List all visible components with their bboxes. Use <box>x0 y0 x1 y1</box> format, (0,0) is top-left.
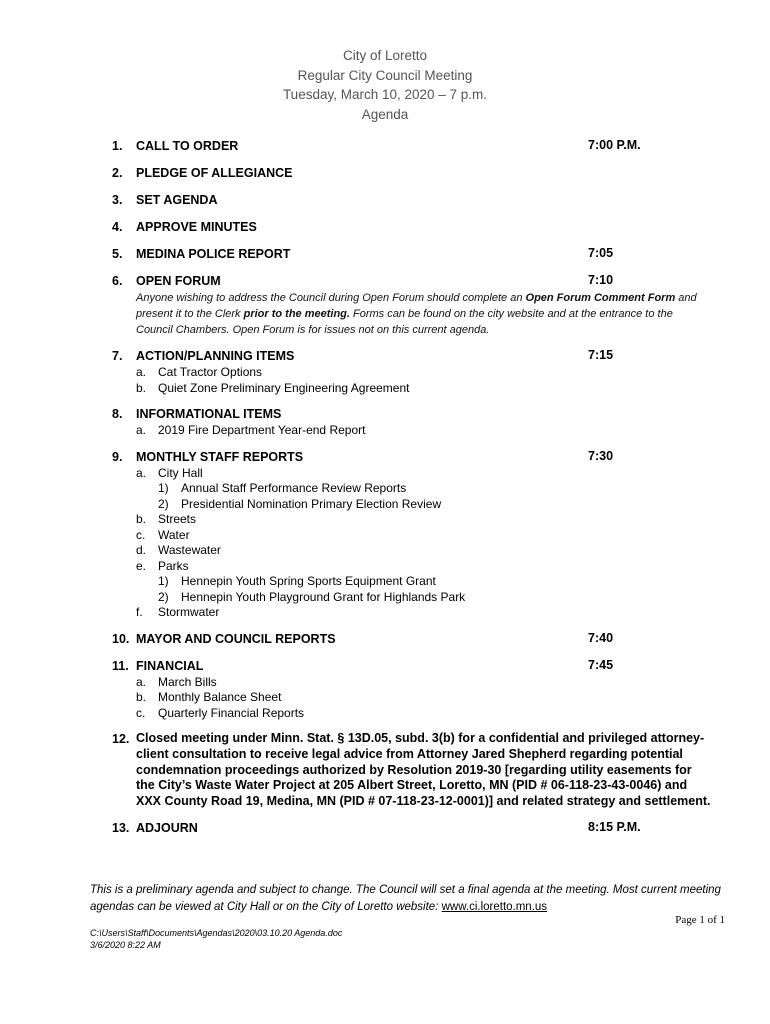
sub-item-text: Wastewater <box>158 543 221 557</box>
city-website-link[interactable]: www.ci.loretto.mn.us <box>441 901 548 913</box>
sub-item-text: Stormwater <box>158 605 220 619</box>
sub-item <box>136 543 712 559</box>
item-number: 8. <box>112 407 123 421</box>
sub-item-label: a. <box>136 423 147 437</box>
sub-sub-item <box>158 574 712 590</box>
sub-item-list <box>136 365 712 396</box>
note-text: Forms can be found on the city website and at the entrance to the Council Chambers. Open Forum is for issues not on this current agenda. <box>136 308 673 336</box>
sub-item-text: Quarterly Financial Reports <box>158 705 305 720</box>
item-time: 7:15 <box>588 348 614 362</box>
item-title: SET AGENDA <box>136 193 218 207</box>
agenda-list <box>112 138 712 847</box>
page-number: Page 1 of 1 <box>675 914 725 926</box>
note-text: and present it to the Clerk <box>136 292 697 320</box>
item-time: 7:10 <box>588 273 614 287</box>
item-title: ACTION/PLANNING ITEMS <box>136 349 295 363</box>
item-title: MONTHLY STAFF REPORTS <box>136 449 304 464</box>
file-path: C:\Users\Staff\Documents\Agendas\2020\03.10.20 Agenda.doc <box>90 928 343 938</box>
item-number: 1. <box>112 139 123 153</box>
sub-sub-item-label: 1) <box>158 574 169 588</box>
agenda-item-open-forum <box>112 273 712 338</box>
sub-item-text: Cat Tractor Options <box>158 365 263 379</box>
sub-item-label: b. <box>136 512 147 526</box>
item-time: 7:30 <box>588 448 614 463</box>
agenda-item-set-agenda <box>112 192 712 209</box>
sub-item <box>136 528 712 544</box>
item-time: 7:05 <box>588 246 614 260</box>
sub-item-label: f. <box>136 605 143 619</box>
sub-item-text: Quiet Zone Preliminary Engineering Agreement <box>158 380 410 395</box>
agenda-item-approve-minutes <box>112 219 712 236</box>
sub-item-text: 2019 Fire Department Year-end Report <box>158 423 366 437</box>
city-name: City of Loretto <box>342 48 428 63</box>
file-info <box>90 927 342 951</box>
agenda-item-mayor-council <box>112 631 712 648</box>
sub-item-label: a. <box>136 465 147 480</box>
agenda-item-informational <box>112 406 712 439</box>
sub-item-label: a. <box>136 674 147 689</box>
sub-item-label: c. <box>136 527 146 542</box>
item-title: APPROVE MINUTES <box>136 220 257 234</box>
item-time: 8:15 P.M. <box>588 819 641 834</box>
agenda-item-action-planning <box>112 348 712 396</box>
sub-sub-item <box>158 481 712 497</box>
sub-item-label: e. <box>136 558 147 573</box>
sub-sub-item-text: Hennepin Youth Spring Sports Equipment Grant <box>181 574 436 588</box>
meeting-type: Regular City Council Meeting <box>297 67 473 83</box>
closed-meeting-text: Closed meeting under Minn. Stat. § 13D.05, subd. 3(b) for a confidential and privileged attorney-client consultation to receive legal advice from Attorney Jared Shepherd regarding potential condemnation proceedings authorized by Resolution 2019-30 [regarding utility easements for the City’s Waste Water Project at 205 Albert Street, Loretto, MN (PID # 06-118-23-43-0046) and XXX County Road 19, Medina, MN (PID # 07-118-23-12-0001)] and related strategy and settlement. <box>136 731 711 809</box>
note-emphasis: Open Forum Comment Form <box>525 292 676 304</box>
item-title: CALL TO ORDER <box>136 139 239 153</box>
sub-item-text: Streets <box>158 512 197 526</box>
file-date: 3/6/2020 8:22 AM <box>90 940 161 950</box>
sub-item <box>136 559 712 575</box>
item-time: 7:40 <box>588 630 614 645</box>
sub-item <box>136 675 712 691</box>
sub-item <box>136 381 712 397</box>
sub-item-list <box>136 466 712 621</box>
item-title: ADJOURN <box>136 820 198 835</box>
item-number: 9. <box>112 449 123 464</box>
sub-item-list <box>136 423 712 439</box>
item-number: 11. <box>112 658 129 673</box>
sub-sub-item-text: Hennepin Youth Playground Grant for Highlands Park <box>181 589 466 604</box>
agenda-item-financial <box>112 658 712 722</box>
sub-item <box>136 512 712 528</box>
preliminary-agenda-note <box>90 882 730 916</box>
agenda-item-call-to-order <box>112 138 712 155</box>
item-number: 4. <box>112 220 123 234</box>
item-number: 2. <box>112 166 123 180</box>
sub-item-text: Water <box>158 527 190 542</box>
agenda-item-closed-meeting <box>112 731 712 810</box>
item-number: 10. <box>112 631 130 646</box>
sub-sub-item-label: 2) <box>158 496 169 511</box>
sub-sub-item-label: 1) <box>158 481 169 495</box>
sub-sub-item <box>158 590 712 606</box>
agenda-item-staff-reports <box>112 449 712 621</box>
item-number: 5. <box>112 247 123 261</box>
item-title: MAYOR AND COUNCIL REPORTS <box>136 631 336 646</box>
document-title: Agenda <box>361 106 409 122</box>
sub-item-list <box>136 675 712 722</box>
sub-sub-item <box>158 497 712 513</box>
item-time: 7:00 P.M. <box>588 138 641 152</box>
note-text: Anyone wishing to address the Council during Open Forum should complete an <box>136 292 526 304</box>
sub-item-text: Monthly Balance Sheet <box>158 690 282 704</box>
item-number: 6. <box>112 274 123 288</box>
item-number: 13. <box>112 820 130 835</box>
item-number: 12. <box>112 732 130 746</box>
item-time: 7:45 <box>588 657 614 672</box>
agenda-item-police-report <box>112 246 712 263</box>
item-title: PLEDGE OF ALLEGIANCE <box>136 166 293 180</box>
sub-item-label: d. <box>136 543 147 557</box>
item-title: MEDINA POLICE REPORT <box>136 247 291 261</box>
sub-item-label: a. <box>136 365 147 379</box>
agenda-header <box>0 46 770 124</box>
sub-item-label: c. <box>136 705 146 720</box>
item-title: OPEN FORUM <box>136 274 221 288</box>
sub-item-label: b. <box>136 380 147 395</box>
sub-item <box>136 365 712 381</box>
sub-item <box>136 706 712 722</box>
open-forum-note <box>136 290 712 338</box>
item-number: 7. <box>112 349 123 363</box>
sub-item-text: March Bills <box>158 674 217 689</box>
agenda-item-adjourn <box>112 820 712 837</box>
item-title: INFORMATIONAL ITEMS <box>136 407 282 421</box>
sub-item <box>136 423 712 439</box>
sub-item <box>136 466 712 482</box>
item-number: 3. <box>112 193 123 207</box>
sub-item <box>136 690 712 706</box>
sub-item <box>136 605 712 621</box>
sub-sub-item-text: Presidential Nomination Primary Election Review <box>181 496 442 511</box>
item-title: FINANCIAL <box>136 658 204 673</box>
agenda-item-pledge <box>112 165 712 182</box>
sub-item-text: Parks <box>158 558 189 573</box>
meeting-date: Tuesday, March 10, 2020 – 7 p.m. <box>282 87 488 102</box>
sub-sub-item-label: 2) <box>158 589 169 604</box>
sub-sub-item-text: Annual Staff Performance Review Reports <box>181 481 407 495</box>
note-text: This is a preliminary agenda and subject to change. The Council will set a final agenda at the meeting. Most current meeting agendas can be viewed at City Hall or on the City of Loretto website: <box>90 884 721 913</box>
sub-item-label: b. <box>136 690 147 704</box>
sub-item-text: City Hall <box>158 465 203 480</box>
note-emphasis: prior to the meeting. <box>243 308 350 320</box>
